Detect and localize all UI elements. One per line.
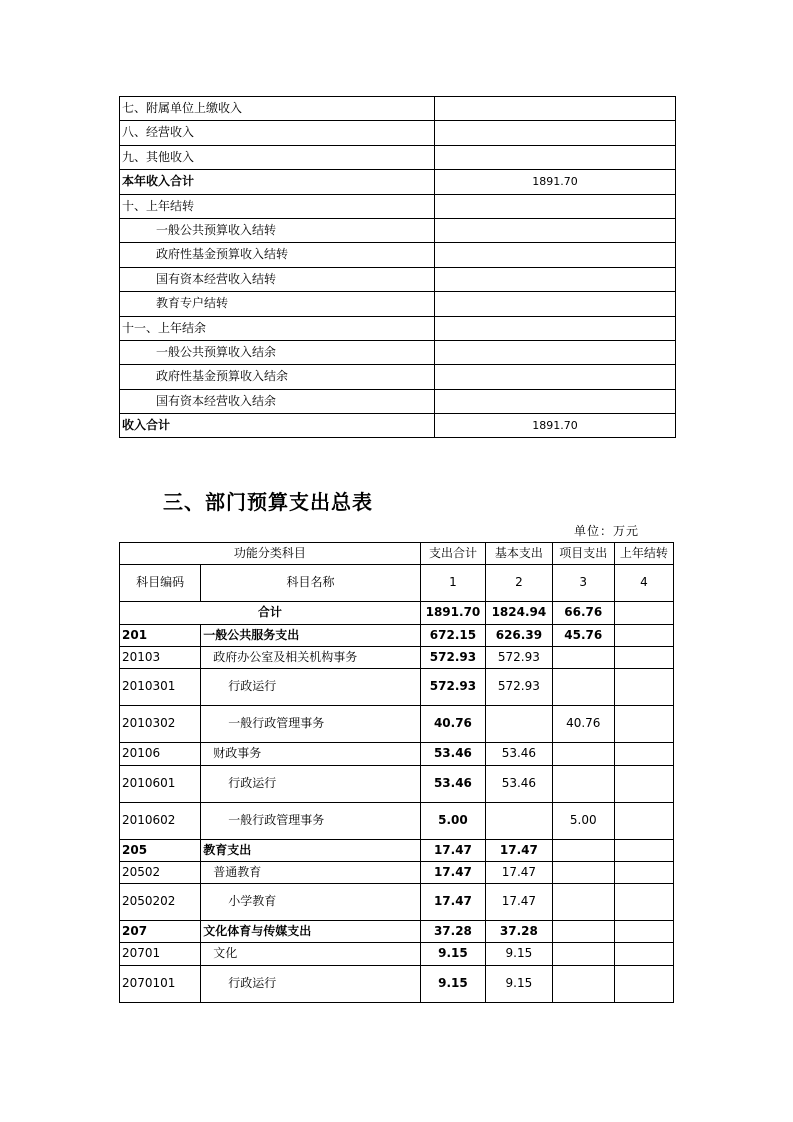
- expense-row-project: [552, 921, 614, 943]
- expense-row-code: 20701: [120, 943, 201, 966]
- expense-table: [119, 542, 674, 1003]
- expense-row-carryover: [614, 966, 673, 1003]
- expense-row-carryover: [614, 647, 673, 669]
- expense-row-name: 小学教育: [201, 884, 420, 921]
- total-basic: 1824.94: [486, 602, 552, 625]
- income-row-value: [435, 365, 676, 389]
- header-col-3: 3: [552, 565, 614, 602]
- income-row: [120, 170, 676, 194]
- expense-row-basic: [486, 706, 552, 743]
- income-row: [120, 267, 676, 291]
- expense-row-name: 一般行政管理事务: [201, 706, 420, 743]
- income-row: [120, 194, 676, 218]
- income-row-value: [435, 97, 676, 121]
- expense-row-total: 53.46: [420, 766, 485, 803]
- expense-row-total: 572.93: [420, 669, 485, 706]
- expense-row-total: 40.76: [420, 706, 485, 743]
- header-col-1: 1: [420, 565, 485, 602]
- expense-row-project: [552, 862, 614, 884]
- income-row-value: [435, 121, 676, 145]
- section-title: 三、部门预算支出总表: [163, 490, 373, 514]
- income-row-label: 八、经营收入: [120, 121, 435, 145]
- expense-row-basic: 17.47: [486, 884, 552, 921]
- expense-row-name: 政府办公室及相关机构事务: [201, 647, 420, 669]
- expense-row: [120, 706, 674, 743]
- expense-row: [120, 966, 674, 1003]
- income-row: [120, 218, 676, 242]
- income-row: [120, 145, 676, 169]
- expense-row-carryover: [614, 669, 673, 706]
- expense-row-name: 文化体育与传媒支出: [201, 921, 420, 943]
- expense-row-name: 财政事务: [201, 743, 420, 766]
- expense-row-basic: 17.47: [486, 862, 552, 884]
- income-row-value: [435, 389, 676, 413]
- expense-row-project: [552, 743, 614, 766]
- income-row-label: 十一、上年结余: [120, 316, 435, 340]
- header-basic: 基本支出: [486, 543, 552, 565]
- income-row-label: 国有资本经营收入结余: [120, 389, 435, 413]
- income-table-body: [120, 97, 676, 438]
- expense-row: [120, 625, 674, 647]
- income-row: [120, 389, 676, 413]
- expense-row-code: 2010302: [120, 706, 201, 743]
- header-name: 科目名称: [201, 565, 420, 602]
- expense-row-project: [552, 669, 614, 706]
- expense-row-project: [552, 943, 614, 966]
- expense-row-project: [552, 766, 614, 803]
- expense-row-carryover: [614, 625, 673, 647]
- income-row-label: 九、其他收入: [120, 145, 435, 169]
- expense-row-basic: 9.15: [486, 943, 552, 966]
- expense-row-code: 2010602: [120, 803, 201, 840]
- expense-row: [120, 884, 674, 921]
- expense-row-name: 行政运行: [201, 766, 420, 803]
- expense-row-total: 53.46: [420, 743, 485, 766]
- expense-row-basic: 572.93: [486, 647, 552, 669]
- expense-row-total: 672.15: [420, 625, 485, 647]
- income-row-label: 政府性基金预算收入结转: [120, 243, 435, 267]
- expense-row: [120, 647, 674, 669]
- total-total: 1891.70: [420, 602, 485, 625]
- expense-row-name: 一般行政管理事务: [201, 803, 420, 840]
- expense-row-carryover: [614, 884, 673, 921]
- expense-row-code: 2050202: [120, 884, 201, 921]
- income-row: [120, 292, 676, 316]
- income-row: [120, 365, 676, 389]
- expense-row-code: 2010301: [120, 669, 201, 706]
- income-row-label: 教育专户结转: [120, 292, 435, 316]
- income-row-value: [435, 316, 676, 340]
- expense-row-basic: [486, 803, 552, 840]
- expense-row-carryover: [614, 840, 673, 862]
- expense-row-carryover: [614, 766, 673, 803]
- expense-row: [120, 669, 674, 706]
- header-col-2: 2: [486, 565, 552, 602]
- income-row-value: [435, 267, 676, 291]
- income-row-value: [435, 145, 676, 169]
- income-row-label: 国有资本经营收入结转: [120, 267, 435, 291]
- income-row: [120, 340, 676, 364]
- expense-row-name: 一般公共服务支出: [201, 625, 420, 647]
- expense-row-total: 9.15: [420, 966, 485, 1003]
- expense-row-code: 20106: [120, 743, 201, 766]
- header-col-4: 4: [614, 565, 673, 602]
- expense-row-code: 201: [120, 625, 201, 647]
- expense-row-basic: 572.93: [486, 669, 552, 706]
- expense-row-carryover: [614, 862, 673, 884]
- expense-row-project: 5.00: [552, 803, 614, 840]
- expense-row-project: 45.76: [552, 625, 614, 647]
- expense-row-name: 普通教育: [201, 862, 420, 884]
- total-carryover: [614, 602, 673, 625]
- income-row-label: 政府性基金预算收入结余: [120, 365, 435, 389]
- income-row-label: 收入合计: [120, 414, 435, 438]
- expense-row-name: 行政运行: [201, 966, 420, 1003]
- header-total: 支出合计: [420, 543, 485, 565]
- expense-row-basic: 53.46: [486, 766, 552, 803]
- expense-header-row-1: [120, 543, 674, 565]
- expense-row-code: 207: [120, 921, 201, 943]
- income-row-value: 1891.70: [435, 170, 676, 194]
- income-row: [120, 121, 676, 145]
- expense-row-name: 文化: [201, 943, 420, 966]
- expense-row-project: [552, 840, 614, 862]
- expense-row-code: 2070101: [120, 966, 201, 1003]
- expense-row-total: 17.47: [420, 884, 485, 921]
- income-row-value: 1891.70: [435, 414, 676, 438]
- expense-row-total: 17.47: [420, 840, 485, 862]
- expense-row-total: 9.15: [420, 943, 485, 966]
- expense-row-basic: 53.46: [486, 743, 552, 766]
- expense-row-carryover: [614, 803, 673, 840]
- expense-row-project: 40.76: [552, 706, 614, 743]
- expense-table-body: [120, 543, 674, 1003]
- header-code: 科目编码: [120, 565, 201, 602]
- expense-row-carryover: [614, 921, 673, 943]
- income-row-value: [435, 292, 676, 316]
- income-row-label: 十、上年结转: [120, 194, 435, 218]
- total-project: 66.76: [552, 602, 614, 625]
- expense-header-row-2: [120, 565, 674, 602]
- income-row-label: 一般公共预算收入结余: [120, 340, 435, 364]
- expense-row-total: 17.47: [420, 862, 485, 884]
- expense-row-total: 37.28: [420, 921, 485, 943]
- expense-row-code: 2010601: [120, 766, 201, 803]
- expense-row-name: 行政运行: [201, 669, 420, 706]
- expense-row-project: [552, 884, 614, 921]
- expense-row-project: [552, 647, 614, 669]
- income-row-label: 七、附属单位上缴收入: [120, 97, 435, 121]
- expense-row-project: [552, 966, 614, 1003]
- income-row-label: 本年收入合计: [120, 170, 435, 194]
- expense-row-basic: 17.47: [486, 840, 552, 862]
- income-row-value: [435, 194, 676, 218]
- unit-label: 单位：万元: [574, 524, 640, 538]
- expense-row: [120, 766, 674, 803]
- income-row-value: [435, 340, 676, 364]
- expense-row-name: 教育支出: [201, 840, 420, 862]
- expense-row-total: 572.93: [420, 647, 485, 669]
- expense-row: [120, 743, 674, 766]
- expense-row: [120, 943, 674, 966]
- header-project: 项目支出: [552, 543, 614, 565]
- expense-row-total: 5.00: [420, 803, 485, 840]
- expense-row-code: 20502: [120, 862, 201, 884]
- income-row: [120, 97, 676, 121]
- expense-row: [120, 840, 674, 862]
- total-label: 合计: [120, 602, 421, 625]
- expense-row-carryover: [614, 943, 673, 966]
- expense-row-basic: 37.28: [486, 921, 552, 943]
- income-row: [120, 316, 676, 340]
- income-row-value: [435, 218, 676, 242]
- income-row-label: 一般公共预算收入结转: [120, 218, 435, 242]
- expense-row-code: 205: [120, 840, 201, 862]
- income-row: [120, 414, 676, 438]
- expense-row-carryover: [614, 706, 673, 743]
- income-table: [119, 96, 676, 438]
- expense-row-carryover: [614, 743, 673, 766]
- expense-row: [120, 921, 674, 943]
- expense-total-row: [120, 602, 674, 625]
- expense-row: [120, 803, 674, 840]
- header-func-class: 功能分类科目: [120, 543, 421, 565]
- income-row-value: [435, 243, 676, 267]
- expense-row: [120, 862, 674, 884]
- expense-row-basic: 9.15: [486, 966, 552, 1003]
- header-carryover: 上年结转: [614, 543, 673, 565]
- expense-row-basic: 626.39: [486, 625, 552, 647]
- income-row: [120, 243, 676, 267]
- expense-row-code: 20103: [120, 647, 201, 669]
